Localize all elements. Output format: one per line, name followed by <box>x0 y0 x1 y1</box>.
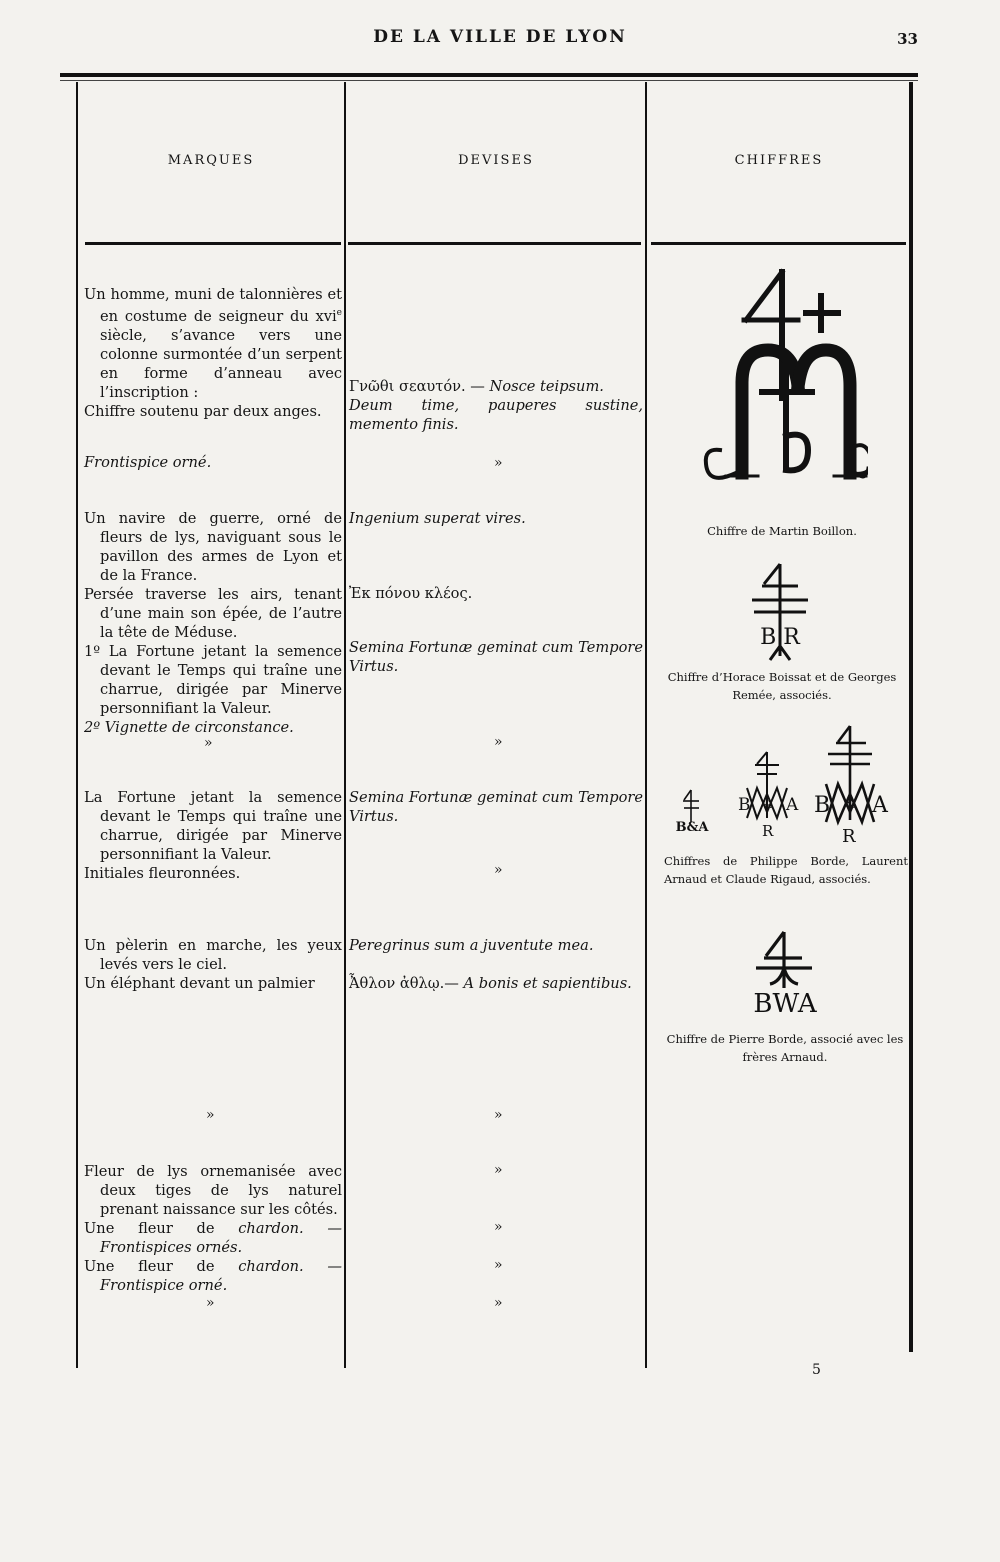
devise-gnothi: Γνῶθι σεαυτόν. — Nosce teipsum. <box>349 378 604 395</box>
devise-semina-2: Semina Fortunæ geminat cum Tempore Virtus. <box>349 789 643 825</box>
devise-semina-1: Semina Fortunæ geminat cum Tempore Virtus. <box>349 639 643 675</box>
caption-boissat-remee: Chiffre d’Horace Boissat et de Georges Remée, associés. <box>667 670 897 702</box>
svg-text:B: B <box>814 793 831 818</box>
svg-text:A: A <box>786 795 799 815</box>
column-header-chiffres: CHIFFRES <box>734 153 824 168</box>
small-monogram-letters-1: B&A <box>675 820 709 835</box>
table-top-rule <box>60 73 918 77</box>
caption-borde-arnaud-rigaud: Chiffres de Philippe Borde, Laurent Arnaud et Claude Rigaud, associés. <box>664 854 908 886</box>
boissat-remee-monogram <box>742 560 818 666</box>
svg-text:A: A <box>872 793 888 818</box>
running-title: DE LA VILLE DE LYON <box>373 27 627 47</box>
column-divider-left <box>76 82 78 1368</box>
devise-athlon: Ἆθλον ἀθλῳ.— A bonis et sapientibus. <box>349 975 632 992</box>
ditto-mark: » <box>494 1107 503 1123</box>
ditto-mark: » <box>494 1295 503 1311</box>
devise-deum-time: Deum time, pauperes sustine, memento finis. <box>349 397 643 433</box>
column-header-marques: MARQUES <box>167 153 255 168</box>
small-monogram-1 <box>670 786 716 840</box>
signature-mark: 5 <box>812 1362 821 1378</box>
page-number: 33 <box>897 30 918 48</box>
devise-ingenium: Ingenium superat vires. <box>349 510 526 527</box>
ditto-mark: » <box>206 1107 215 1123</box>
marque-entry-1: Un homme, muni de talonnières et en costume de seigneur du xvi$^e$ siècle, s’avance vers une colonne surmontée d’un serpent en forme d’anneau avec l’inscription : Chiffre soutenu par deux anges. <box>84 286 342 420</box>
column-divider-right <box>909 82 913 1352</box>
small-monogram-3 <box>812 722 892 846</box>
marque-entry-fleur: Fleur de lys ornemanisée avec deux tiges de lys naturel prenant naissance sur les côtés. Une fleur de chardon. — Frontispices ornés. Une fleur de chardon. — Frontispice orné. <box>84 1163 342 1294</box>
small-monogram-ampersand-3: & <box>845 797 856 811</box>
caption-pierre-borde: Chiffre de Pierre Borde, associé avec les frères Arnaud. <box>666 1032 904 1064</box>
ditto-mark: » <box>206 1295 215 1311</box>
ditto-mark: » <box>494 1162 503 1178</box>
caption-martin-boillon: Chiffre de Martin Boillon. <box>707 524 857 538</box>
ditto-mark: » <box>494 1257 503 1273</box>
ditto-mark: » <box>494 1219 503 1235</box>
martin-boillon-monogram <box>698 268 868 508</box>
marque-entry-pelerin: Un pèlerin en marche, les yeux levés vers le ciel. Un éléphant devant un palmier <box>84 937 342 992</box>
pierre-borde-monogram <box>740 928 830 1020</box>
pierre-borde-letters: BWA <box>753 989 817 1019</box>
small-monogram-2 <box>735 748 801 842</box>
ditto-mark: » <box>494 734 503 750</box>
small-monogram-r-3: R <box>842 826 856 846</box>
header-rule-chiffres <box>651 242 906 245</box>
devise-peregrinus: Peregrinus sum a juventute mea. <box>349 937 594 954</box>
svg-text:B: B <box>738 795 751 815</box>
ditto-mark: » <box>494 455 503 471</box>
table-top-rule-thin <box>60 80 918 81</box>
column-divider-1 <box>344 82 346 1368</box>
devise-ek-ponou: Ἐκ πόνου κλέος. <box>349 585 473 602</box>
boissat-letters: B R <box>760 625 800 650</box>
marque-entry-frontispice: Frontispice orné. <box>84 454 212 471</box>
column-header-devises: DEVISES <box>458 153 534 168</box>
small-monogram-ampersand-2: & <box>764 800 773 811</box>
small-monogram-r-2: R <box>762 822 774 840</box>
marque-entry-navire: Un navire de guerre, orné de fleurs de lys, naviguant sous le pavillon des armes de Lyon et de la France. Persée traverse les airs, tenant d’une main son épée, de l’autre la tête de Méduse. 1º La Fortune jetant la semence devant le Temps qui traîne une charrue, dirigée par Minerve personnifiant la Valeur. 2º Vignette de circonstance. <box>84 510 342 736</box>
ditto-mark: » <box>204 735 213 751</box>
marque-entry-fortune: La Fortune jetant la semence devant le Temps qui traîne une charrue, dirigée par Minerve personnifiant la Valeur. Initiales fleuronnées. <box>84 789 342 882</box>
header-rule-marques <box>85 242 341 245</box>
header-rule-devises <box>348 242 641 245</box>
column-divider-2 <box>645 82 647 1368</box>
ditto-mark: » <box>494 862 503 878</box>
